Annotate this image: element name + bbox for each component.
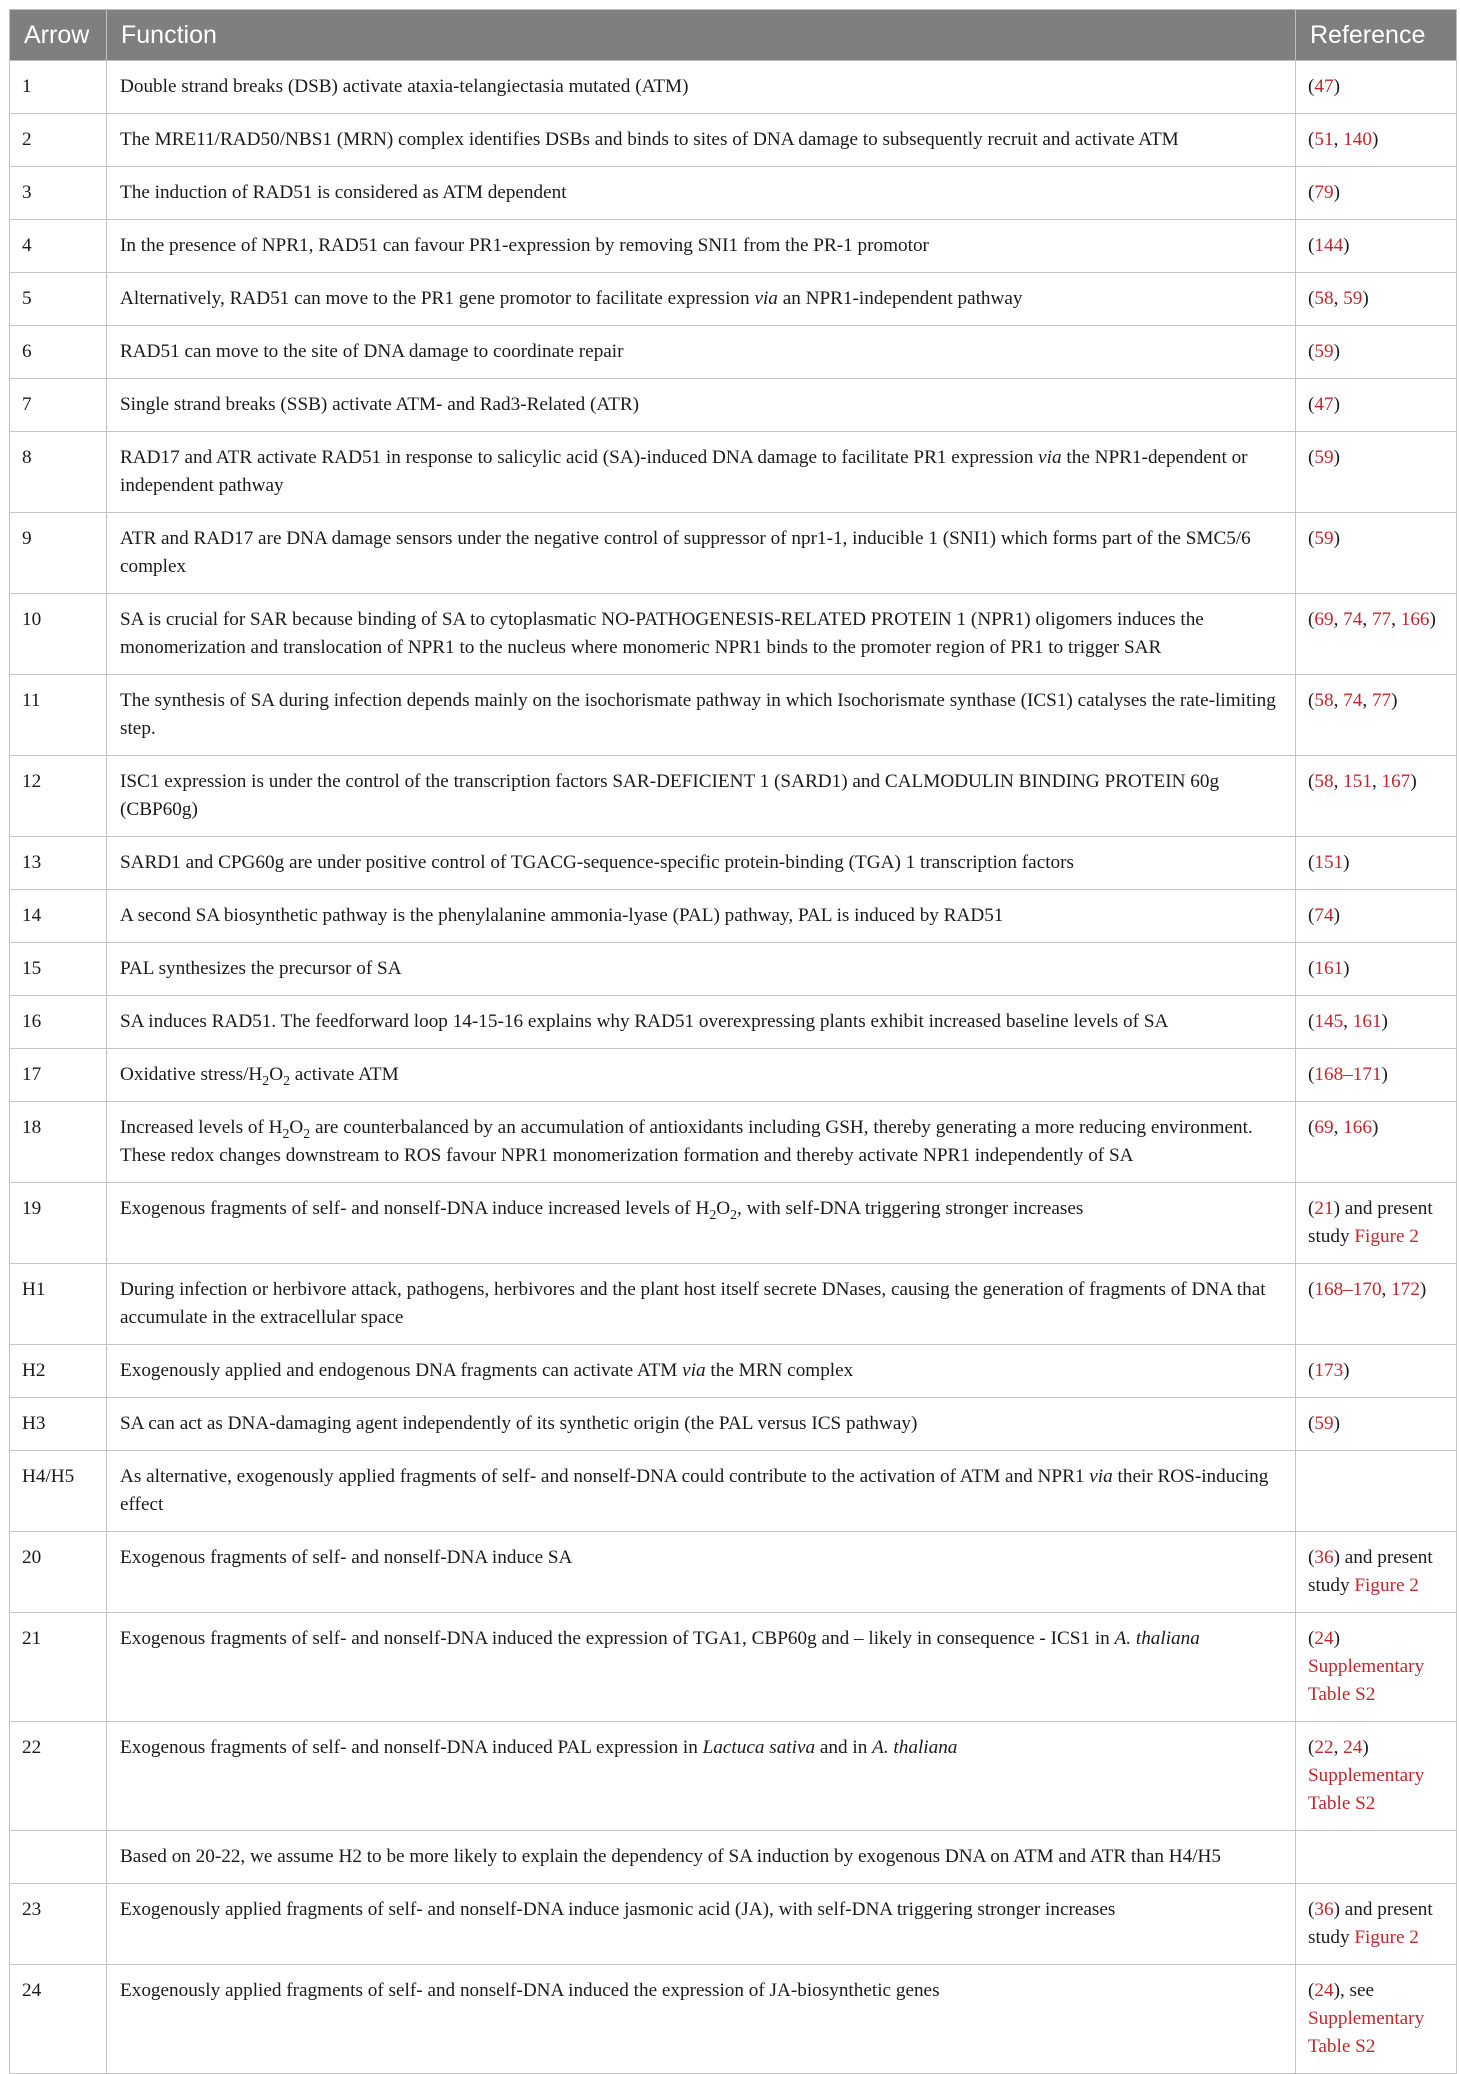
arrow-cell: 9 — [10, 513, 107, 594]
reference-cell: (168–170, 172) — [1296, 1264, 1457, 1345]
function-cell: Exogenously applied fragments of self- and nonself-DNA induced the expression of JA-biosynthetic genes — [107, 1965, 1296, 2074]
header-row — [10, 10, 1457, 61]
function-cell: Oxidative stress/$H_2O_2$ activate ATM — [107, 1049, 1296, 1102]
table-row — [10, 1884, 1457, 1965]
table-row — [10, 513, 1457, 594]
function-cell: Exogenously applied fragments of self- and nonself-DNA induce jasmonic acid (JA), with self-DNA triggering stronger increases — [107, 1884, 1296, 1965]
arrow-cell: 2 — [10, 114, 107, 167]
table-container — [9, 9, 1456, 2074]
table-body — [10, 61, 1457, 2074]
function-cell: In the presence of NPR1, RAD51 can favour PR1-expression by removing SNI1 from the PR-1 promotor — [107, 220, 1296, 273]
function-cell: SA induces RAD51. The feedforward loop 14-15-16 explains why RAD51 overexpressing plants exhibit increased baseline levels of SA — [107, 996, 1296, 1049]
table-row — [10, 594, 1457, 675]
reference-cell: (51, 140) — [1296, 114, 1457, 167]
table-row — [10, 675, 1457, 756]
function-cell: RAD51 can move to the site of DNA damage to coordinate repair — [107, 326, 1296, 379]
table-row — [10, 1102, 1457, 1183]
arrow-cell: 15 — [10, 943, 107, 996]
reference-cell — [1296, 1451, 1457, 1532]
reference-cell: (168–171) — [1296, 1049, 1457, 1102]
table-row — [10, 1831, 1457, 1884]
reference-cell: (161) — [1296, 943, 1457, 996]
table-row — [10, 114, 1457, 167]
reference-cell: (58, 59) — [1296, 273, 1457, 326]
reference-cell: (58, 151, 167) — [1296, 756, 1457, 837]
arrow-cell: H3 — [10, 1398, 107, 1451]
header-function: Function — [107, 10, 1296, 61]
arrow-cell: 10 — [10, 594, 107, 675]
reference-cell: (59) — [1296, 432, 1457, 513]
table-row — [10, 61, 1457, 114]
reference-cell: (59) — [1296, 513, 1457, 594]
reference-cell: (58, 74, 77) — [1296, 675, 1457, 756]
table-row — [10, 1451, 1457, 1532]
reference-cell — [1296, 1831, 1457, 1884]
function-cell: Exogenously applied and endogenous DNA fragments can activate ATM via the MRN complex — [107, 1345, 1296, 1398]
reference-cell: (22, 24) Supplementary Table S2 — [1296, 1722, 1457, 1831]
arrow-cell: 13 — [10, 837, 107, 890]
arrow-cell: 5 — [10, 273, 107, 326]
arrow-cell: 17 — [10, 1049, 107, 1102]
function-cell: ISC1 expression is under the control of the transcription factors SAR-DEFICIENT 1 (SARD1) and CALMODULIN BINDING PROTEIN 60g (CBP60g) — [107, 756, 1296, 837]
function-cell: The synthesis of SA during infection depends mainly on the isochorismate pathway in which Isochorismate synthase (ICS1) catalyses the rate-limiting step. — [107, 675, 1296, 756]
function-cell: As alternative, exogenously applied fragments of self- and nonself-DNA could contribute to the activation of ATM and NPR1 via their ROS-inducing effect — [107, 1451, 1296, 1532]
reference-cell: (173) — [1296, 1345, 1457, 1398]
table-row — [10, 890, 1457, 943]
arrow-cell: 14 — [10, 890, 107, 943]
reference-cell: (74) — [1296, 890, 1457, 943]
function-cell: The induction of RAD51 is considered as ATM dependent — [107, 167, 1296, 220]
reference-cell: (59) — [1296, 1398, 1457, 1451]
header-arrow: Arrow — [10, 10, 107, 61]
table-row — [10, 1613, 1457, 1722]
arrow-cell: 22 — [10, 1722, 107, 1831]
arrow-cell: 19 — [10, 1183, 107, 1264]
table-row — [10, 326, 1457, 379]
functions-table — [9, 9, 1457, 2074]
table-row — [10, 996, 1457, 1049]
arrow-cell: 8 — [10, 432, 107, 513]
table-row — [10, 837, 1457, 890]
table-row — [10, 1965, 1457, 2074]
table-row — [10, 1532, 1457, 1613]
arrow-cell: 7 — [10, 379, 107, 432]
arrow-cell: 6 — [10, 326, 107, 379]
arrow-cell: H1 — [10, 1264, 107, 1345]
table-row — [10, 1345, 1457, 1398]
function-cell: Exogenous fragments of self- and nonself-DNA induce SA — [107, 1532, 1296, 1613]
table-row — [10, 273, 1457, 326]
table-row — [10, 1049, 1457, 1102]
reference-cell: (21) and present study Figure 2 — [1296, 1183, 1457, 1264]
arrow-cell: 12 — [10, 756, 107, 837]
reference-cell: (36) and present study Figure 2 — [1296, 1884, 1457, 1965]
arrow-cell: 21 — [10, 1613, 107, 1722]
reference-cell: (47) — [1296, 61, 1457, 114]
arrow-cell — [10, 1831, 107, 1884]
reference-cell: (24) Supplementary Table S2 — [1296, 1613, 1457, 1722]
function-cell: During infection or herbivore attack, pathogens, herbivores and the plant host itself secrete DNases, causing the generation of fragments of DNA that accumulate in the extracellular space — [107, 1264, 1296, 1345]
arrow-cell: 18 — [10, 1102, 107, 1183]
function-cell: Exogenous fragments of self- and nonself-DNA induced the expression of TGA1, CBP60g and – likely in consequence - ICS1 in A. thaliana — [107, 1613, 1296, 1722]
function-cell: Double strand breaks (DSB) activate ataxia-telangiectasia mutated (ATM) — [107, 61, 1296, 114]
table-row — [10, 1183, 1457, 1264]
function-cell: The MRE11/RAD50/NBS1 (MRN) complex identifies DSBs and binds to sites of DNA damage to subsequently recruit and activate ATM — [107, 114, 1296, 167]
function-cell: ATR and RAD17 are DNA damage sensors under the negative control of suppressor of npr1-1, inducible 1 (SNI1) which forms part of the SMC5/6 complex — [107, 513, 1296, 594]
table-header — [10, 10, 1457, 61]
reference-cell: (59) — [1296, 326, 1457, 379]
function-cell: Based on 20-22, we assume H2 to be more likely to explain the dependency of SA induction by exogenous DNA on ATM and ATR than H4/H5 — [107, 1831, 1296, 1884]
reference-cell: (144) — [1296, 220, 1457, 273]
table-row — [10, 1264, 1457, 1345]
function-cell: A second SA biosynthetic pathway is the phenylalanine ammonia-lyase (PAL) pathway, PAL is induced by RAD51 — [107, 890, 1296, 943]
function-cell: Exogenous fragments of self- and nonself-DNA induce increased levels of $H_2O_2$, with self-DNA triggering stronger increases — [107, 1183, 1296, 1264]
table-row — [10, 167, 1457, 220]
arrow-cell: H2 — [10, 1345, 107, 1398]
arrow-cell: 16 — [10, 996, 107, 1049]
reference-cell: (36) and present study Figure 2 — [1296, 1532, 1457, 1613]
table-row — [10, 1722, 1457, 1831]
function-cell: SA can act as DNA-damaging agent independently of its synthetic origin (the PAL versus ICS pathway) — [107, 1398, 1296, 1451]
table-row — [10, 1398, 1457, 1451]
arrow-cell: 24 — [10, 1965, 107, 2074]
arrow-cell: 3 — [10, 167, 107, 220]
reference-cell: (24), see Supplementary Table S2 — [1296, 1965, 1457, 2074]
arrow-cell: 23 — [10, 1884, 107, 1965]
function-cell: SA is crucial for SAR because binding of SA to cytoplasmatic NO-PATHOGENESIS-RELATED PROTEIN 1 (NPR1) oligomers induces the monomerization and translocation of NPR1 to the nucleus where monomeric NPR1 binds to the promoter region of PR1 to trigger SAR — [107, 594, 1296, 675]
table-row — [10, 220, 1457, 273]
function-cell: RAD17 and ATR activate RAD51 in response to salicylic acid (SA)-induced DNA damage to facilitate PR1 expression via the NPR1-dependent or independent pathway — [107, 432, 1296, 513]
reference-cell: (69, 166) — [1296, 1102, 1457, 1183]
table-row — [10, 379, 1457, 432]
function-cell: Alternatively, RAD51 can move to the PR1 gene promotor to facilitate expression via an NPR1-independent pathway — [107, 273, 1296, 326]
function-cell: Single strand breaks (SSB) activate ATM- and Rad3-Related (ATR) — [107, 379, 1296, 432]
arrow-cell: 20 — [10, 1532, 107, 1613]
reference-cell: (145, 161) — [1296, 996, 1457, 1049]
reference-cell: (47) — [1296, 379, 1457, 432]
reference-cell: (151) — [1296, 837, 1457, 890]
reference-cell: (79) — [1296, 167, 1457, 220]
function-cell: SARD1 and CPG60g are under positive control of TGACG-sequence-specific protein-binding (TGA) 1 transcription factors — [107, 837, 1296, 890]
table-row — [10, 432, 1457, 513]
arrow-cell: H4/H5 — [10, 1451, 107, 1532]
table-row — [10, 943, 1457, 996]
arrow-cell: 1 — [10, 61, 107, 114]
function-cell: Increased levels of $H_2O_2$ are counterbalanced by an accumulation of antioxidants including GSH, thereby generating a more reducing environment. These redox changes downstream to ROS favour NPR1 monomerization formation and thereby activate NPR1 independently of SA — [107, 1102, 1296, 1183]
header-reference: Reference — [1296, 10, 1457, 61]
table-row — [10, 756, 1457, 837]
function-cell: PAL synthesizes the precursor of SA — [107, 943, 1296, 996]
reference-cell: (69, 74, 77, 166) — [1296, 594, 1457, 675]
arrow-cell: 4 — [10, 220, 107, 273]
arrow-cell: 11 — [10, 675, 107, 756]
function-cell: Exogenous fragments of self- and nonself-DNA induced PAL expression in Lactuca sativa and in A. thaliana — [107, 1722, 1296, 1831]
